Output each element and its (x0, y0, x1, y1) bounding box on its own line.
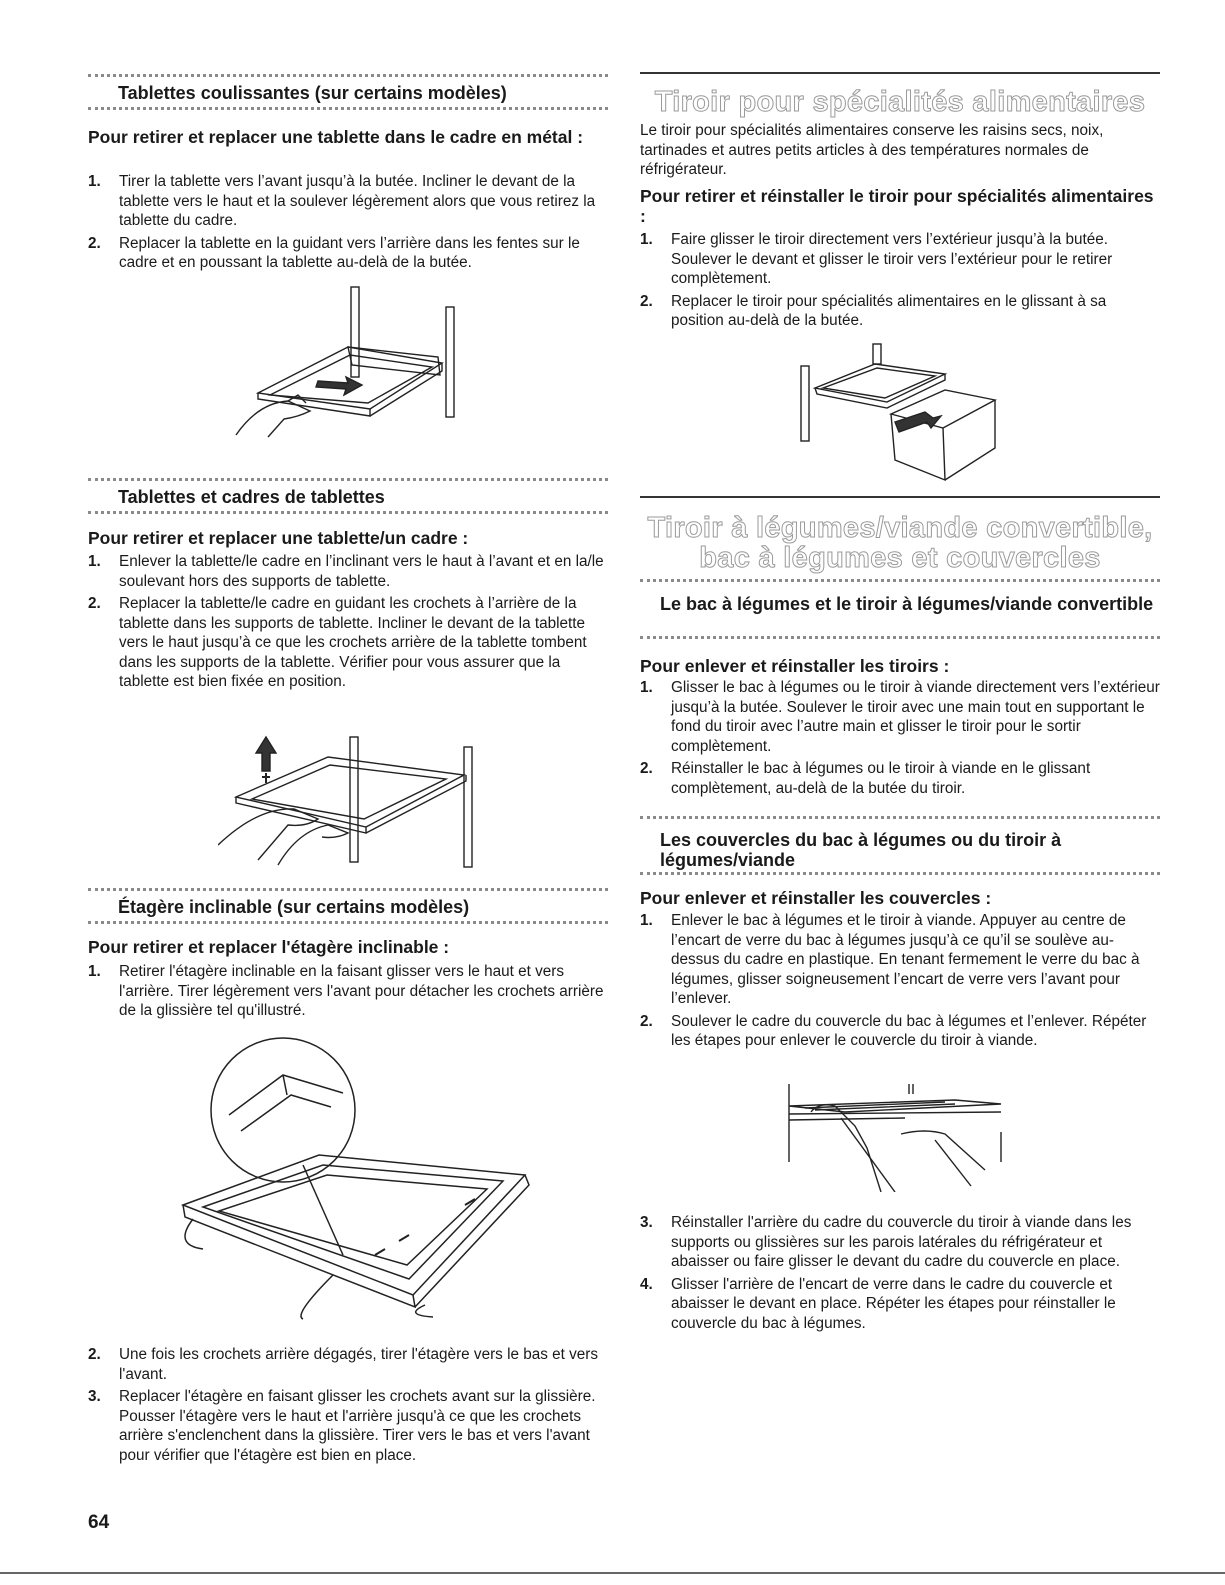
list-item: 2. Soulever le cadre du couvercle du bac à légumes et l’enlever. Répéter les étapes pour enlever le couvercle du tiroir à viande. (640, 1012, 1147, 1049)
list-item: 4. Glisser l'arrière de l'encart de verre dans le cadre du couvercle et abaisser le devant en place. Répéter les étapes pour réinstaller le couvercle du bac à légumes. (640, 1275, 1116, 1332)
section-rule (640, 496, 1160, 498)
list-item: 1. Enlever le bac à légumes et le tiroir à viande. Appuyer au centre de l’encart de verre du bac à légumes jusqu’à ce qu’il se soulève au-dessus du cadre en plastique. En tenant fermement le verre du bac à légumes, glisser soigneusement l’encart de verre vers l’avant pour l’enlever. (640, 912, 1140, 1007)
list-item: 2. Réinstaller le bac à légumes ou le tiroir à viande en le glissant complètement, au-delà de la butée du tiroir. (640, 760, 1091, 797)
list-item: 2. Replacer le tiroir pour spécialités alimentaires en le glissant à sa position au-delà de la butée. (640, 292, 1107, 329)
procedure-heading: Pour enlever et réinstaller les couvercles : (640, 888, 992, 908)
steps-list (640, 230, 1160, 334)
section-title-crisper-line1: Tiroir à légumes/viande convertible, (647, 512, 1153, 544)
list-item: 2. Replacer la tablette en la guidant vers l’arrière dans les fentes sur le cadre et en poussant la tablette au-delà de la butée. (88, 234, 580, 271)
section-rule (640, 816, 1160, 819)
section-header-shelves-frames (88, 478, 608, 514)
sliding-shelf-illustration (228, 285, 488, 460)
section-header-tilting-shelf (88, 888, 608, 924)
section-rule (640, 872, 1160, 875)
page-bottom-rule (0, 1572, 1225, 1574)
steps-list (88, 552, 608, 695)
list-item: 3. Replacer l'étagère en faisant glisser les crochets avant sur la glissière. Pousser l'étagère vers le haut et l'arrière jusqu'à ce que les crochets arrière s'enclenchent dans la glissière. Tirer vers le bas et vers l'avant pour vérifier que l'étagère est bien en place. (88, 1388, 596, 1464)
crisper-cover-illustration (785, 1082, 1010, 1192)
specialty-drawer-illustration (795, 342, 1015, 487)
steps-list (88, 962, 608, 1024)
intro-paragraph: Le tiroir pour spécialités alimentaires conserve les raisins secs, noix, tartinades et autres petits articles à des températures normales de réfrigérateur. (640, 122, 1104, 178)
steps-list (640, 678, 1160, 801)
steps-list (640, 1213, 1160, 1336)
list-item: 1. Glisser le bac à légumes ou le tiroir à viande directement vers l’extérieur jusqu’à la butée. Soulever le tiroir avec une main tout en supportant le fond du tiroir avec l’autre main et glisser le tiroir pour le sortir complètement. (640, 679, 1160, 755)
section-title: Tablettes coulissantes (sur certains modèles) (118, 83, 507, 103)
list-item: 1. Enlever la tablette/le cadre en l’inclinant vers le haut à l’avant et en la/le soulevant hors des supports de tablette. (88, 553, 604, 590)
list-item: 1. Retirer l'étagère inclinable en la faisant glisser vers le haut et vers l'arrière. Tirer légèrement vers l'avant pour détacher les crochets arrière de la glissière tel qu'illustré. (88, 963, 604, 1019)
procedure-heading: Pour enlever et réinstaller les tiroirs : (640, 656, 950, 676)
list-item: 1. Faire glisser le tiroir directement vers l’extérieur jusqu’à la butée. Soulever le devant et glisser le tiroir vers l’extérieur pour le retirer complètement. (640, 231, 1113, 287)
section-rule (640, 636, 1160, 639)
page-number: 64 (88, 1512, 110, 1533)
list-item: 2. Une fois les crochets arrière dégagés, tirer l'étagère vers le bas et vers l'avant. (88, 1346, 599, 1383)
procedure-heading: Pour retirer et replacer une tablette dans le cadre en métal : (88, 127, 584, 147)
section-title: Tablettes et cadres de tablettes (118, 487, 385, 507)
list-item: 1. Tirer la tablette vers l’avant jusqu’à la butée. Incliner le devant de la tablette vers le haut et la soulever légèrement alors que vous retirez la tablette du cadre. (88, 173, 596, 229)
procedure-heading: Pour retirer et replacer une tablette/un cadre : (88, 528, 469, 548)
steps-list (88, 1345, 608, 1468)
procedure-heading: Pour retirer et replacer l'étagère inclinable : (88, 937, 450, 957)
list-item: 3. Réinstaller l'arrière du cadre du couvercle du tiroir à viande dans les supports ou glissières sur les parois latérales du réfrigérateur et abaisser ou faire glisser le devant du cadre du couvercle en place. (640, 1214, 1132, 1270)
subsection-title: Le bac à légumes et le tiroir à légumes/viande convertible (660, 594, 1154, 614)
section-title-specialty-drawer: Tiroir pour spécialités alimentaires (654, 86, 1146, 118)
section-rule (640, 72, 1160, 74)
section-title: Étagère inclinable (sur certains modèles) (118, 897, 470, 917)
section-header-sliding-shelves (88, 74, 608, 110)
subsection-title: Les couvercles du bac à légumes ou du tiroir à légumes/viande (660, 830, 1062, 870)
section-rule (640, 579, 1160, 582)
tilting-shelf-illustration (163, 1035, 543, 1320)
section-title-crisper-line2: bac à légumes et couvercles (699, 542, 1101, 574)
steps-list (88, 172, 608, 276)
steps-list (640, 911, 1160, 1054)
shelf-frame-illustration (218, 735, 488, 870)
list-item: 2. Replacer la tablette/le cadre en guidant les crochets à l’arrière de la tablette dans les supports de tablette. Incliner le devant de la tablette vers le haut jusqu’à ce que les crochets arrière de la tablette tombent dans les supports de la tablette. Vérifier pour vous assurer que la tablette est bien fixée en position. (88, 595, 587, 690)
procedure-heading: Pour retirer et réinstaller le tiroir pour spécialités alimentaires : (640, 186, 1154, 226)
